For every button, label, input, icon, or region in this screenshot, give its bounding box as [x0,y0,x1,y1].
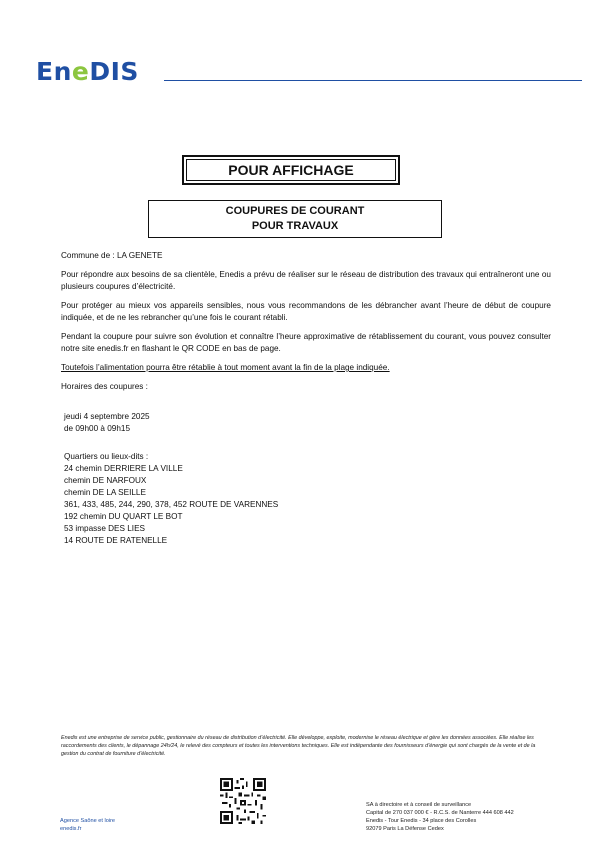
affichage-title: POUR AFFICHAGE [228,162,354,178]
schedule [64,411,150,435]
places-list [64,451,278,547]
logo-part-1: En [36,57,72,86]
list-item: chemin DE NARFOUX [64,476,147,485]
legal-line: SA à directoire et à conseil de surveillance [366,802,472,808]
list-item: 14 ROUTE DE RATENELLE [64,536,168,545]
list-item: chemin DE LA SEILLE [64,488,146,497]
agence-site[interactable]: enedis.fr [60,826,82,832]
list-item: 361, 433, 485, 244, 290, 378, 452 ROUTE DE VARENNES [64,500,279,509]
paragraph-1: Pour répondre aux besoins de sa clientèle, Enedis a prévu de réaliser sur le réseau de distribution des travaux qui entraîneront une ou plusieurs coupures d’électricité. [61,270,551,291]
affichage-box [182,155,400,185]
warning-line: Toutefois l’alimentation pourra être rétablie à tout moment avant la fin de la plage indiquée. [61,363,390,372]
title-box [148,200,442,238]
horaires-label: Horaires des coupures : [61,382,148,391]
agence-block [60,817,115,833]
title-line-1: COUPURES DE COURANT [225,205,365,217]
legal-line: Capital de 270 037 000 € - R.C.S. de Nanterre 444 608 442 [366,810,514,816]
qr-code-icon[interactable] [220,778,266,824]
logo-part-3: DIS [89,57,139,86]
agence-name: Agence Saône et loire [60,818,116,824]
title-line-2: POUR TRAVAUX [251,220,339,232]
list-item: 53 impasse DES LIES [64,524,146,533]
legal-block [366,801,514,833]
schedule-time: de 09h00 à 09h15 [64,424,131,433]
notice-body [61,250,551,400]
list-item: 192 chemin DU QUART LE BOT [64,512,183,521]
schedule-date: jeudi 4 septembre 2025 [64,412,150,421]
logo-part-2: e [71,57,90,86]
footer-description: Enedis est une entreprise de service public, gestionnaire du réseau de distribution d’électricité. Elle développe, exploite, modernise le réseau électrique et gère les données associées. Elle réalise les raccordements des clients, le dépannage 24h/24, le relevé des compteurs et toutes les interventions techniques. Elle est indépendante des fournisseurs d’énergie qui sont chargés de la vente et de la gestion du contrat de fourniture d’électricité. [61,735,536,757]
paragraph-3: Pendant la coupure pour suivre son évolution et connaître l’heure approximative de rétablissement du courant, vous pouvez consulter notre site enedis.fr en flashant le QR CODE en bas de page. [61,332,551,353]
commune-line: Commune de : LA GENETE [61,251,163,260]
legal-line: Enedis - Tour Enedis - 34 place des Corolles [366,818,477,824]
places-label: Quartiers ou lieux-dits : [64,452,149,461]
list-item: 24 chemin DERRIERE LA VILLE [64,464,183,473]
header-rule [164,80,582,81]
paragraph-2: Pour protéger au mieux vos appareils sensibles, nous vous recommandons de les débrancher avant l’heure de début de coupure indiquée, et de ne les rebrancher qu’une fois le courant rétabli. [61,301,551,322]
enedis-logo [36,58,139,86]
legal-line: 92079 Paris La Défense Cedex [366,826,444,832]
